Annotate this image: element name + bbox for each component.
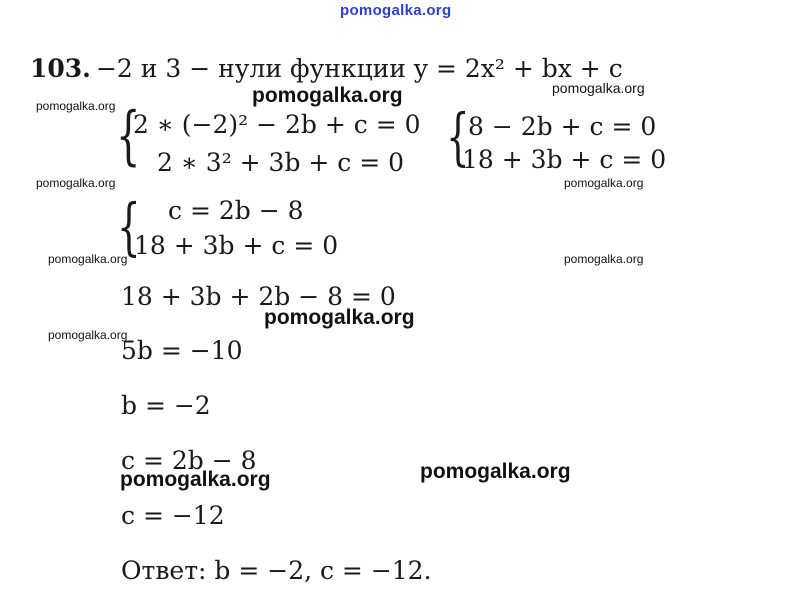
brace-left: { — [446, 100, 470, 173]
step-equation: c = −12 — [121, 501, 225, 530]
answer-line: Ответ: b = −2, c = −12. — [121, 556, 432, 585]
watermark-top: pomogalka.org — [340, 2, 452, 19]
step-equation: 18 + 3b + 2b − 8 = 0 — [121, 282, 396, 311]
watermark-small: pomogalka.org — [36, 176, 116, 190]
system1-line1: 2 ∗ (−2)² − 2b + c = 0 — [133, 110, 421, 139]
brace-left: { — [117, 190, 141, 263]
problem-header — [30, 54, 623, 83]
problem-statement: −2 и 3 − нули функции y = 2x² + bx + c — [95, 54, 623, 83]
watermark-small: pomogalka.org — [564, 252, 644, 266]
step-equation: c = 2b − 8 — [121, 446, 257, 475]
problem-number: 103. — [30, 54, 91, 83]
watermark-small: pomogalka.org — [48, 252, 128, 266]
watermark-small: pomogalka.org — [36, 99, 116, 113]
system2-line2: 18 + 3b + c = 0 — [462, 145, 667, 174]
step-equation: b = −2 — [121, 391, 211, 420]
watermark-small: pomogalka.org — [564, 176, 644, 190]
system1-line2: 2 ∗ 3² + 3b + c = 0 — [157, 148, 405, 177]
watermark-small: pomogalka.org — [552, 80, 645, 96]
watermark-small: pomogalka.org — [48, 328, 128, 342]
watermark-big: pomogalka.org — [420, 460, 571, 483]
system3-line2: 18 + 3b + c = 0 — [134, 231, 339, 260]
step-equation: 5b = −10 — [121, 336, 243, 365]
brace-left: { — [116, 99, 141, 173]
system3-line1: c = 2b − 8 — [168, 196, 304, 225]
watermark-big: pomogalka.org — [264, 306, 415, 329]
watermark-big: pomogalka.org — [252, 84, 403, 107]
watermark-big: pomogalka.org — [120, 468, 271, 491]
system2-line1: 8 − 2b + c = 0 — [468, 112, 657, 141]
